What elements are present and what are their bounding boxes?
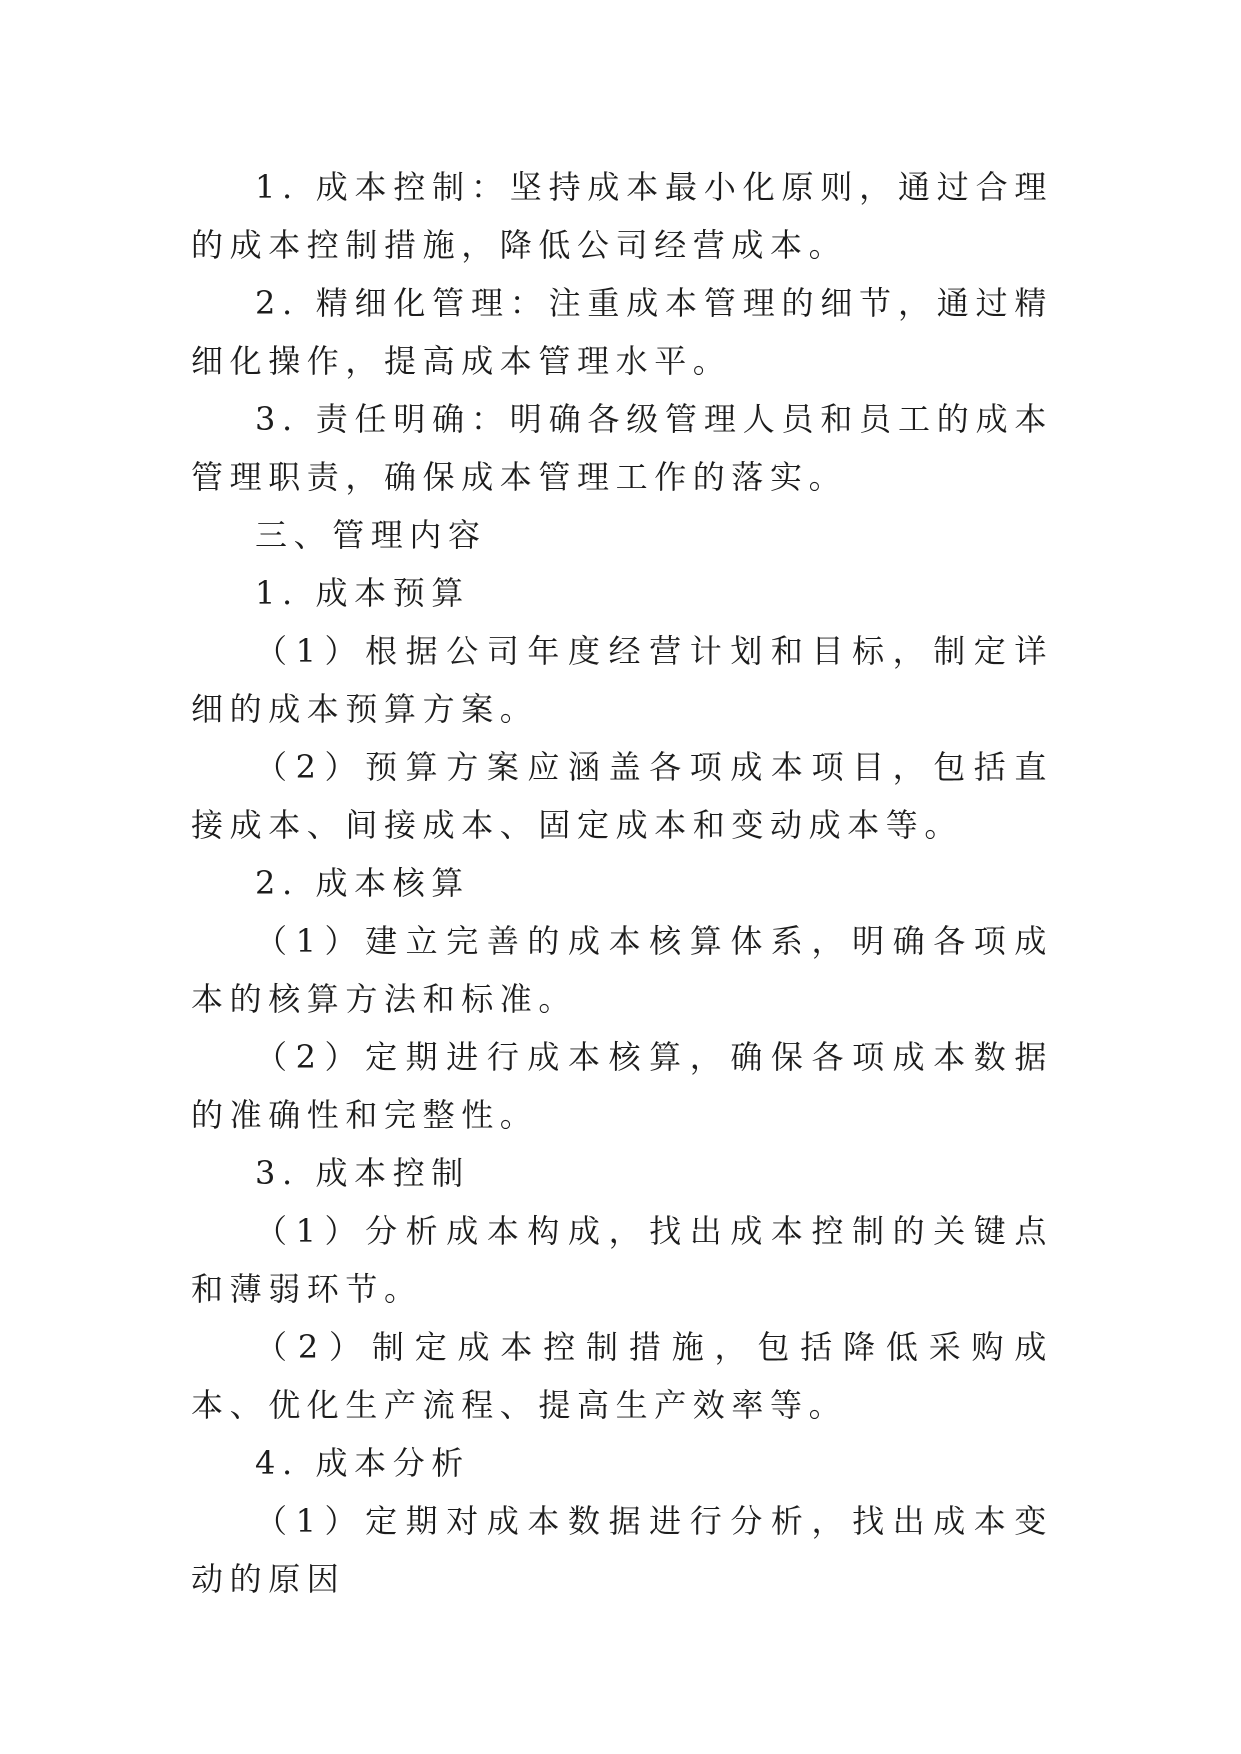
accounting-item-2: （2）定期进行成本核算，确保各项成本数据的准确性和完整性。: [191, 1038, 1053, 1134]
subheading-cost-accounting: 2. 成本核算: [255, 864, 470, 902]
analysis-item-1: （1）定期对成本数据进行分析，找出成本变动的原因: [191, 1502, 1053, 1598]
control-item-2: （2）制定成本控制措施，包括降低采购成本、优化生产流程、提高生产效率等。: [191, 1328, 1053, 1424]
subheading-cost-analysis: 4. 成本分析: [255, 1444, 470, 1482]
accounting-item-1: （1）建立完善的成本核算体系，明确各项成本的核算方法和标准。: [191, 922, 1053, 1018]
control-item-1: （1）分析成本构成，找出成本控制的关键点和薄弱环节。: [191, 1212, 1053, 1308]
subheading-cost-budget: 1. 成本预算: [255, 574, 470, 612]
principle-clear-responsibility: 3. 责任明确：明确各级管理人员和员工的成本管理职责，确保成本管理工作的落实。: [191, 400, 1053, 496]
budget-item-2: （2）预算方案应涵盖各项成本项目，包括直接成本、间接成本、固定成本和变动成本等。: [191, 748, 1053, 844]
principle-refined-management: 2. 精细化管理：注重成本管理的细节，通过精细化操作，提高成本管理水平。: [191, 284, 1053, 380]
section-heading-management-content: 三、管理内容: [255, 516, 487, 554]
subheading-cost-control: 3. 成本控制: [255, 1154, 470, 1192]
document-body: [191, 158, 1053, 1608]
budget-item-1: （1）根据公司年度经营计划和目标，制定详细的成本预算方案。: [191, 632, 1053, 728]
principle-cost-control: 1. 成本控制：坚持成本最小化原则，通过合理的成本控制措施，降低公司经营成本。: [191, 168, 1053, 264]
